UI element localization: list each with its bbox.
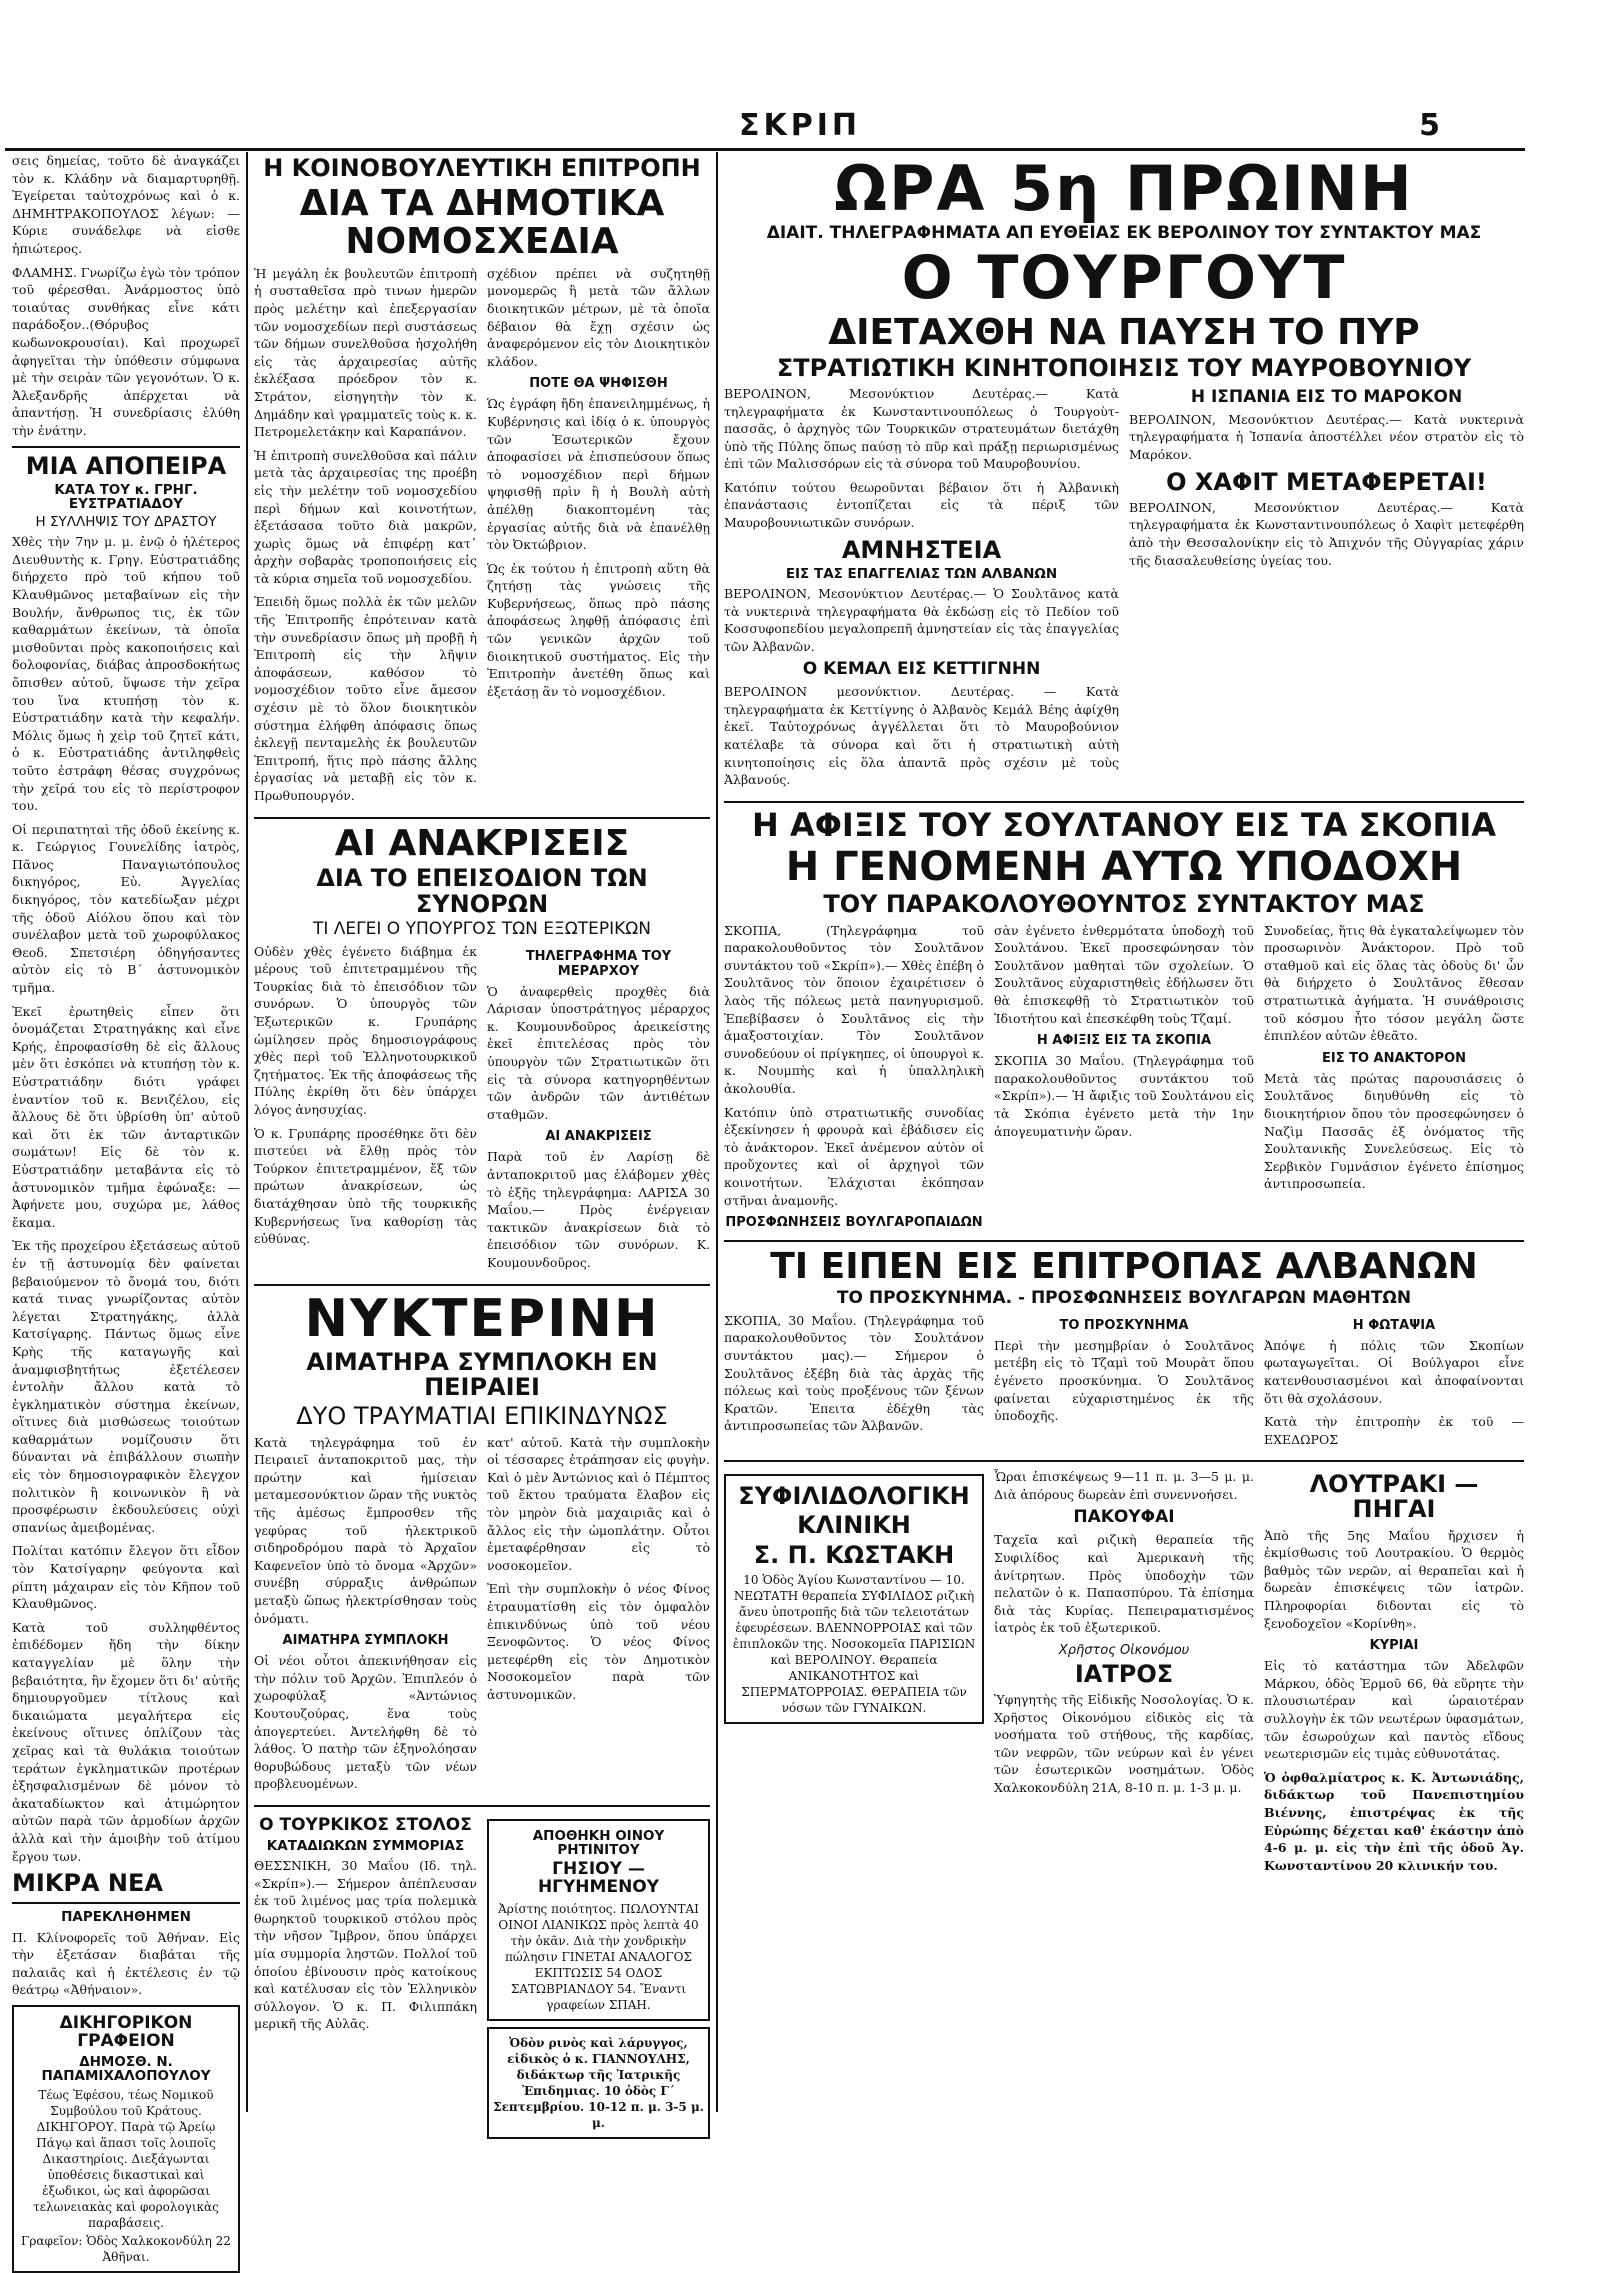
- masthead: [0, 108, 1600, 148]
- ad-title: Σ. Π. ΚΩΣΤΑΚΗ: [753, 1540, 955, 1569]
- ad-title: ΣΥΦΙΛΙΔΟΛΟΓΙΚΗ: [738, 1482, 970, 1511]
- article-text: Οἱ νέοι οὗτοι ἀπεκινήθησαν εἰς τὴν πόλιν τοῦ Ἀρχῶν. Ἐπιπλεόν ὁ χωροφύλαξ «Ἀντώνιος Κουτουζούρας, ἕνα τοὺς ἀπογερτεύει. Ἀντελήφθη δὲ τὸ λάθος. Ὁ πατὴρ τῶν ἐξηνολόησαν θορυβώδους μεταξὺ τῶν νέων προβλευομένων.: [254, 1653, 477, 1792]
- article-text: Οὐδὲν χθὲς ἐγένετο διάβημα ἐκ μέρους τοῦ ἐπιτετραμμένου τῆς Τουρκίας διὰ τὸ ἐπεισόδιον τῶν συνόρων. Ὁ ὑπουργὸς τῶν Ἐξωτερικῶν κ. Γρυπάρης ὡμίλησεν πρὸς δημοσιογράφους χθὲς περὶ τοῦ Ἑλληνοτουρκικοῦ ζητήματος. Ἐκ τῆς ἀποφάσεως τῆς Πύλης ἐκρίθη ὅτι δὲν ὑπάρχει λόγος ἀνησυχίας.: [254, 943, 477, 1117]
- ad-title: ΠΑΚΟΥΦΑΙ: [1073, 1507, 1175, 1528]
- article-text: Ἐπὶ τὴν συμπλοκὴν ὁ νέος Φίνος ἐτραυματίσθη εἰς τὸν ὀμφαλὸν ἐπικινδύνως ὑπὸ τοῦ νέου Ξενοφῶντος. Ὁ νέος Φίνος μετεφέρθη εἰς τὸν Δημοτικὸν Νοσοκομεῖον παρὰ τῶν ἀστυνομικῶν.: [487, 1581, 710, 1702]
- notice-title: ΠΑΡΕΚΛΗΘΗΜΕΝ: [61, 1909, 191, 1926]
- divider: [12, 446, 240, 448]
- article-text: Ὁ κ. Γρυπάρης προσέθηκε ὅτι δὲν πιστεύει νὰ ἔλθῃ πρὸς τὸν Τούρκον ἐπιτετραμμένον, ἔξ τῶν πρώτων ἀνακρίσεων, ὡς διατάχθησαν ὑπὸ τῆς τουρκικῆς Κυβερνήσεως ἵνα καθορίσῃ τὰς εὐθύνας.: [254, 1125, 477, 1247]
- article-text: ΒΕΡΟΛΙΝΟΝ, Μεσονύκτιον Δευτέρας.— Κατὰ τηλεγραφήματα ἐκ Κωνσταντινουπόλεως ὁ Χαφὶτ μετεφέρθη ἀπὸ τὴν Θεσσαλονίκην εἰς τὸ Ἀπιχνόν τῆς Οὐγγαρίας χάριν τῆς διασαλευθείσης ὑγείας του.: [1129, 499, 1524, 568]
- headline: Ο ΤΟΥΡΚΙΚΟΣ ΣΤΟΛΟΣ: [259, 1814, 472, 1835]
- headline: ΤΟΥ ΠΑΡΑΚΟΛΟΥΘΟΥΝΤΟΣ ΣΥΝΤΑΚΤΟΥ ΜΑΣ: [823, 890, 1425, 919]
- ad-text: Ὧραι ἐπισκέψεως 9—11 π. μ. 3—5 μ. μ. Διὰ ἀπόρους δωρεὰν ἐπὶ συνεννοήσει.: [994, 1469, 1254, 1502]
- article-two-col: [724, 385, 1524, 795]
- article-text: Κατὰ τηλεγράφημα τοῦ ἐν Πειραιεῖ ἀνταποκριτοῦ μας, τὴν πρώτην καὶ ἡμίσειαν μεταμεσονύκτιον ὥραν τῆς νυκτὸς τῆς ἀμέσως ἔμπροσθεν τῆς γεφύρας τοῦ ἠλεκτρικοῦ σιδηροδρόμου παρὰ τὸ Ἀρχαῖον Καφενεῖον ὑπὸ τὸ ὄνομα «Ἀρχῶν» συνέβη σύρραξις ἀνθρώπων μεταξὺ ὥπως ἠλεκτρίσθησαν τοὺς ὀνόματι.: [254, 1434, 477, 1626]
- divider: [254, 1805, 710, 1807]
- headline: Ο ΤΟΥΡΓΟΥΤ: [901, 242, 1347, 313]
- article-text: ΣΚΟΠΙΑ, 30 Μαΐου. (Τηλεγράφημα τοῦ παρακολουθοῦντος τὸν Σουλτάνον συντάκτου μας).— Σήμερον ὁ Σουλτᾶνος ἐξέβη διὰ τὰς ἀρχὰς τῆς πόλεως καὶ τοὺς προξένους τῶν ξένων Κρατῶν. Ἐπειτα ἐδέχθη τὰς ἀντιπροσωπείας τῶν Ἀλβανῶν.: [724, 1312, 984, 1434]
- ad-subtitle: ΔΗΜΟΣΘ. Ν. ΠΑΠΑΜΙΧΑΛΟΠΟΥΛΟΥ: [41, 2053, 211, 2084]
- ad-text: Ὁ ὀφθαλμίατρος κ. Κ. Ἀντωνιάδης, διδάκτωρ τοῦ Πανεπιστημίου Βιέννης, ἐπιστρέψας ἐκ τῆς Εὐρώπης δέχεται καθ' ἑκάστην ἀπὸ 4-6 μ. μ. εἰς τὴν ἐπὶ τῆς ὁδοῦ Ἀγ. Κωνσταντίνου 20 κλινικήν του.: [1264, 1769, 1524, 1873]
- doctor-ad: [487, 2027, 710, 2139]
- article-text: ΣΚΟΠΙΑ, (Τηλεγράφημα τοῦ παρακολουθοῦντος τὸν Σουλτᾶνον συντάκτου τοῦ «Σκρίπ»).— Χθὲς ἐπέβη ὁ Σουλτᾶνος τὸν ὅποιον ἐχαιρέτισεν ὁ λαὸς τῆς πόλεως μετὰ πανηγυρισμοῦ. Ἐπεβίβασεν ὁ Σουλτᾶνος εἰς τὴν ἁμαξοστοιχίαν. Τὸν Σουλτᾶνον συνοδεύουν οἱ πρίγκηπες, οἱ ὑπουργοὶ κ. κ. Νουμπὴς καὶ ἡ ὑπαλληλικὴ ἀκολουθία.: [724, 922, 984, 1096]
- article-text: σχέδιον πρέπει νὰ συζητηθῇ μονομερῶς ἢ μετὰ τῶν ἄλλων διοικητικῶν μέτρων, μὲ τὰ ὁποῖα δέβαιον θὰ ἔχῃ σχέσιν ὡς ἀναφερόμενον εἰς τὸν Διοικητικὸν κλάδον.: [487, 265, 710, 369]
- article-text: ΣΚΟΠΙΑ 30 Μαΐου. (Τηλεγράφημα τοῦ παρακολουθοῦντος συντάκτου τοῦ «Σκρίπ»).— Ἡ ἄφιξις τοῦ Σουλτάνου εἰς τὰ Σκόπια ἐγένετο μετὰ τὴν 1ην ἀπογευματινὴν ὥραν.: [994, 1053, 1254, 1139]
- subheadline: ΤΙ ΛΕΓΕΙ Ο ΥΠΟΥΡΓΟΣ ΤΩΝ ΕΞΩΤΕΡΙΚΩΝ: [313, 918, 651, 939]
- subheadline: ΑΙ ΑΝΑΚΡΙΣΕΙΣ: [545, 1129, 652, 1145]
- column-divider: [716, 152, 718, 2112]
- article-text: σὰν ἐγένετο ἐνθερμότατα ὑποδοχὴ τοῦ Σουλτάνου. Ἐκεῖ προσεφώνησαν τὸν Σουλτᾶνον μαθηταὶ τῶν σχολείων. Ὁ Σουλτᾶνος εὐχαριστηθεὶς ἐδήλωσεν ὅτι θὰ ἐπισκεφθῇ τὸ Στρατιωτικὸν τοῦ Ἰδιοτήτου καὶ ἐπεσκέφθη τοὺς Τζαμί.: [994, 922, 1254, 1026]
- ad-text: 10 Ὁδὸς Ἁγίου Κωνσταντίνου — 10. ΝΕΩΤΑΤΗ θεραπεία ΣΥΦΙΛΙΔΟΣ ριζικὴ ἄνευ ὑποτροπῆς διὰ τῶν τελειοτάτων ἐφευρέσεων. ΒΛΕΝΝΟΡΡΟΙΑΣ καὶ τῶν ἐπιπλοκῶν της. Νοσοκομεῖα ΠΑΡΙΣΙΩΝ καὶ ΒΕΡΟΛΙΝΟΥ. Θεραπεία ΑΝΙΚΑΝΟΤΗΤΟΣ καὶ ΣΠΕΡΜΑΤΟΡΡΟΙΑΣ. ΘΕΡΑΠΕΙΑ τῶν νόσων τῶν ΓΥΝΑΙΚΩΝ.: [732, 1572, 976, 1715]
- column-divider: [246, 152, 248, 2112]
- headline: Η ΓΕΝΟΜΕΝΗ ΑΥΤΩ ΥΠΟΔΟΧΗ: [785, 844, 1463, 891]
- headline: Η ΚΟΙΝΟΒΟΥΛΕΥΤΙΚΗ ΕΠΙΤΡΟΠΗ: [263, 154, 701, 182]
- headline: Ο ΚΕΜΑΛ ΕΙΣ ΚΕΤΤΙΓΝΗΝ: [802, 659, 1041, 680]
- subheadline: ΤΟ ΠΡΟΣΚΥΝΗΜΑ: [1059, 1317, 1189, 1333]
- article-two-col: [254, 265, 710, 811]
- subheadline: Η ΑΦΙΞΙΣ ΕΙΣ ΤΑ ΣΚΟΠΙΑ: [1036, 1033, 1212, 1049]
- headline: ΔΙΑ ΤΟ ΕΠΕΙΣΟΔΙΟΝ ΤΩΝ ΣΥΝΟΡΩΝ: [316, 864, 648, 918]
- article-text: ΘΕΣΣΝΙΚΗ, 30 Μαΐου (Ιδ. τηλ. «Σκρίπ»).— Σήμερον ἀπέπλευσαν ἐκ τοῦ λιμένος μας τρία πολεμικὰ θωρηκτοῦ τουρκικοῦ στόλου πρὸς τὴν νῆσον Ἴμβρον, ὅπου ὑπάρχει μία συμμορία ληστῶν. Πολλοί τοῦ ὁποίου ἐβίνουσιν πρὸς κατοίκους καὶ κατέλυσαν εἰς τὸν Ἑλληνικὸν σύλλογον. Ὁ κ. Π. Φιλιππάκη μερικῆ τῆς Αὐλᾶς.: [254, 1857, 477, 2032]
- article-three-col: [724, 1312, 1524, 1455]
- article-text: Ὡς ἐκ τούτου ἡ ἐπιτροπὴ αὕτη θὰ ζητήσῃ τὰς γνώσεις τῆς Κυβερνήσεως, ὅπως πρὸ πάσης ἀποφάσεως ληφθῇ ἀπόφασις ἐπὶ τῶν γενικῶν ἀρχῶν τοῦ διοικητικοῦ συστήματος. Εἰς τὴν Ἐπιτροπὴν ἀνετέθη ὅπως καὶ ἐξετάσῃ ἂν τὸ νομοσχέδιον.: [487, 560, 710, 699]
- lawyer-ad: [12, 2005, 240, 2273]
- headline: ΤΟ ΠΡΟΣΚΥΝΗΜΑ. - ΠΡΟΣΦΩΝΗΣΕΙΣ ΒΟΥΛΓΑΡΩΝ ΜΑΘΗΤΩΝ: [836, 1287, 1412, 1308]
- ad-address: Γραφεῖον: Ὁδὸς Χαλκοκονδύλη 22 Ἀθῆναι.: [21, 2233, 231, 2264]
- article-text: Παρὰ τοῦ ἐν Λαρίσῃ δὲ ἀνταποκριτοῦ μας ἐλάβομεν χθὲς τὸ ἑξῆς τηλεγράφημα: ΛΑΡΙΣΑ 30 Μαΐου.— Πρὸς ἐνέργειαν τακτικῶν ἀνακρίσεων διὰ τὸ ἐπεισόδιον τῶν συνόρων. Κ. Κουμουνδοῦρος.: [487, 1149, 710, 1270]
- headline: ΜΙΑ ΑΠΟΠΕΙΡΑ: [25, 451, 227, 480]
- headline: ΑΙ ΑΝΑΚΡΙΣΕΙΣ: [334, 822, 630, 864]
- article-text: κατ' αὐτοῦ. Κατὰ τὴν συμπλοκὴν οἱ τέσσαρες ἐτράπησαν εἰς φυγὴν. Καὶ ὁ μὲν Ἀντώνιος καὶ ὁ Πέμπτος τοῦ ἔκτου τραύματα ἔλαβον εἰς τὸν μηρὸν διὰ μαχαιριᾶς καὶ ὁ ἄλλος εἰς τὴν ὠμοπλάτην. Οὗτοι ἐμεταφέρθησαν εἰς τὸ νοσοκομεῖον.: [487, 1434, 710, 1573]
- ad-text: Τέως Ἐφέσου, τέως Νομικοῦ Συμβούλου τοῦ Κράτους. ΔΙΚΗΓΟΡΟΥ. Παρὰ τῷ Ἀρείῳ Πάγῳ καὶ ἅπασι τοῖς λοιποῖς Δικαστηρίοις. Διεξάγωνται ὑποθέσεις δικαστικαὶ καὶ ἐξωδικοι, ὡς καὶ ἀφορῶσαι τελωνειακὰς καὶ φορολογικὰς παραβάσεις.: [33, 2087, 219, 2230]
- article-text: ΒΕΡΟΛΙΝΟΝ, Μεσονύκτιον Δευτέρας.— Κατὰ νυκτερινὰ τηλεγραφήματα ἡ Ἰσπανία ἀποστέλλει νέον στρατὸν εἰς τὸ Μαρόκον.: [1129, 411, 1524, 462]
- article-text: Ἡ μεγάλη ἐκ βουλευτῶν ἐπιτροπὴ ἡ συσταθεῖσα πρὸ τινων ἡμερῶν πρὸς μελέτην καὶ ἐπεξεργασίαν τῶν νομοσχεδίων περὶ συστάσεως τῶν δήμων συνελθοῦσα ἠσχολήθη εἰς τὰς ἀρχαιρεσίας αὐτῆς ἐκλέξασα πρόεδρον τὸν κ. Στράτον, εἰσηγητὴν τὸν κ. Δημάδην καὶ γραμματεῖς τοὺς κ. κ. Πετρομελετάκην καὶ Καραπάνον.: [254, 265, 477, 440]
- ad-title: ΑΠΟΘΗΚΗ ΟΙΝΟΥ ΡΗΤΙΝΙΤΟΥ: [532, 1827, 665, 1859]
- article-text: Πολίται κατόπιν ἔλεγον ὅτι εἶδον τὸν Κατσίγαρην φεύγοντα καὶ ρίπτη μάχαιραν εἰς τὸν Κῆπον τοῦ Κλαυθμῶνος.: [12, 1543, 240, 1612]
- headline: ΚΑΤΑΔΙΩΚΩΝ ΣΥΜΜΟΡΙΑΣ: [266, 1837, 465, 1854]
- article-text: Ὡς ἐγράφη ἤδη ἐπανειλημμένως, ἡ Κυβέρνησις καὶ ἰδίᾳ ὁ κ. ὑπουργὸς τῶν Ἐσωτερικῶν ἔχουν ἀποφασίσει νὰ ἐπισπεύσουν ὅπως τὸ νομοσχέδιον περὶ δήμων ψηφισθῇ πρὶν ἢ ἡ Βουλὴ αὐτὴ ἀπέλθῃ διακοπτομένη τὰς ἐργασίας αὐτῆς διὰ νὰ ἐπανέλθῃ τὸν Ὀκτώβριον.: [487, 396, 710, 553]
- column-left: [12, 152, 240, 2264]
- ad-text: Ταχεῖα καὶ ριζικὴ θεραπεία τῆς Συφιλίδος καὶ Ἀμερικανὴ τῆς ἀνίτρητων. Πρὸς ὑποδοχὴν τῶν πελατῶν ὁ κ. Παπασπύρου. Τὰ ἐπίσημα διὰ τὰς Κυρίας. Πεπειραματισμένος ἰατρὸς ἐκ τοῦ ἐξωτερικοῦ.: [994, 1532, 1254, 1636]
- subheadline: ΑΙΜΑΤΗΡΑ ΣΥΜΠΛΟΚΗ: [282, 1633, 449, 1649]
- column-right: [724, 152, 1524, 2112]
- headline: ΔΙΑΙΤ. ΤΗΛΕΓΡΑΦΗΜΑΤΑ ΑΠ ΕΥΘΕΙΑΣ ΕΚ ΒΕΡΟΛΙΝΟΥ ΤΟΥ ΣΥΝΤΑΚΤΟΥ ΜΑΣ: [766, 223, 1482, 244]
- ad-title: ΚΛΙΝΙΚΗ: [797, 1511, 911, 1540]
- article-text: Οἱ περιπατηταὶ τῆς ὁδοῦ ἐκείνης κ. κ. Γεώργιος Γουνελίδης ἰατρὸς, Πᾶνος Παναγιωτόπουλος δικηγόρος, Εὐ. Ἀγγελίας δικηγόρος, τὸν κατεδίωξαν μέχρι τῆς ὁδοῦ Αἰόλου ὅπου καὶ τὸν συνέλαβον μετὰ τοῦ χωροφύλακος Θεοδ. Σπετσιέρη ὁδηγήσαντες αὐτὸν εἰς τὸ Β΄ ἀστυνομικὸν τμῆμα.: [12, 821, 240, 996]
- article-text: Κατόπιν ὑπὸ στρατιωτικῆς συνοδίας ἐξεκίνησεν ἡ φρουρὰ καὶ ἐβάδισεν εἰς τὸ ἀνάκτορον. Ἐκεῖ ἀνέμενον αὐτὸν οἱ προὔχοντες καὶ οἱ ἀρχηγοὶ τῶν κοινοτήτων. Ἐλάχισται ἐκόπησαν στῆναι ἀναμονῆς.: [724, 1104, 984, 1208]
- article-text: Ἀπόψε ἡ πόλις τῶν Σκοπίων φωταγωγεῖται. Οἱ Βούλγαροι εἶνε κατενθουσιασμένοι καὶ ἀποφαίνονται ὅτι θὰ σχολάσουν.: [1264, 1337, 1524, 1406]
- divider: [724, 801, 1524, 803]
- article-text: Χθὲς τὴν 7ην μ. μ. ἐνῷ ὁ ἡλέτερος Διευθυντὴς κ. Γρηγ. Εὐστρατιάδης διήρχετο πρὸ τοῦ κήπου τοῦ Κλαυθμῶνος μεταβαίνων εἰς τὴν Βουλήν, ἄνθρωπος τις, ἐκ τῶν καθαρμάτων ἐκείνων, τὰ ὁποῖα μισθοῦνται πρὸς κακοποιήσεις καὶ δολοφονίας, διάβας ἀπροσδοκήτως ὄπισθεν αὐτοῦ, ὕψωσε τὴν χεῖρα του ἵνα κτυπήσῃ τὸν κ. Εὐστρατιάδην κατὰ τὴν κεφαλήν. Μόλις ὅμως ἡ χεὶρ τοῦ ζητεῖ κάτι, ὁ κ. Εὐστρατιάδης ἀντιληφθεὶς τοῦτο ἐστράφη θέσας συγχρόνως τὴν χεῖρά του εἰς τὸ περίστροφον του.: [12, 534, 240, 814]
- ad-text: Ὀδὸν ρινὸς καὶ λάρυγγος, εἰδικὸς ὁ κ. ΓΙΑΝΝΟΥΛΗΣ, διδάκτωρ τῆς Ἰατρικῆς Ἐπιδημιας. 10 ὁδὸς Γ΄ Σεπτεμβρίου. 10-12 π. μ. 3-5 μ. μ.: [493, 2035, 704, 2130]
- ads-row: [254, 1813, 710, 2145]
- article-text: Συνοδείας, ἥτις θὰ ἐγκαταλείψωμεν τὸν προσωρινὸν Ἀνάκτορον. Πρὸ τοῦ σταθμοῦ καὶ εἰς ὅλας τὰς ὁδοὺς δι' ὧν θὰ διήρχετο ὁ Σουλτᾶνος ἔθεσαν στρατιωτικὰ ἀγήματα. Ἡ συνάθροισις τοῦ κόσμου ἦτο τόσον μεγάλη ὥστε ἐπιπλέον αὐτῶν ἐθεᾶτο.: [1264, 922, 1524, 1044]
- section-title: ΜΙΚΡΑ ΝΕΑ: [12, 1869, 163, 1898]
- article-text: Κατὰ τὴν ἐπιτροπὴν ἐκ τοῦ — ΕΧΕΔΩΡΟΣ: [1264, 1414, 1524, 1447]
- headline: Η ΑΦΙΞΙΣ ΤΟΥ ΣΟΥΛΤΑΝΟΥ ΕΙΣ ΤΑ ΣΚΟΠΙΑ: [752, 805, 1496, 844]
- article-text: Μετὰ τὰς πρώτας παρουσιάσεις ὁ Σουλτᾶνος διηυθύνθη εἰς τὸ διοικητήριον ὅπου τὸν προσεφώνησεν ὁ Ναζὶμ Πασσᾶς ἐξ ὀνόματος τῆς Σουλτανικῆς Συνελεύσεως. Εἰς τὸ Σερβικὸν Γυμνάσιον ἐγένετο ἐπίσημος ἀντιπροσωπεία.: [1264, 1070, 1524, 1192]
- subheadline: ΠΡΟΣΦΩΝΗΣΕΙΣ ΒΟΥΛΓΑΡΟΠΑΙΔΩΝ: [725, 1215, 983, 1231]
- headline: ΑΙΜΑΤΗΡΑ ΣΥΜΠΛΟΚΗ ΕΝ ΠΕΙΡΑΙΕΙ: [306, 1348, 658, 1402]
- subheadline: ΔΥΟ ΤΡΑΥΜΑΤΙΑΙ ΕΠΙΚΙΝΔΥΝΩΣ: [296, 1402, 668, 1431]
- subheadline: ΠΟΤΕ ΘΑ ΨΗΦΙΣΘΗ: [529, 376, 668, 392]
- headline: ΚΑΤΑ ΤΟΥ κ. ΓΡΗΓ. ΕΥΣΤΡΑΤΙΑΔΟΥ: [54, 481, 198, 512]
- article-text: ΒΕΡΟΛΙΝΟΝ, Μεσονύκτιον Δευτέρας.— Κατὰ τηλεγραφήματα ἐκ Κωνσταντινουπόλεως ὁ Τουργοὺτ-πασσᾶς, ὁ ἀρχηγὸς τῶν Τουρκικῶν στρατευμάτων διετάχθη ὑπὸ τῆς Πύλης ὅπως παύσῃ τὸ πῦρ καὶ πράξῃ περιωρισμένως ἐπὶ τῶν Μαλισσόρων εἰς τὰ σύνορα τοῦ Μαυροβουνίου.: [724, 385, 1119, 472]
- article-three-col: [724, 922, 1524, 1235]
- page-number: 5: [1419, 108, 1440, 143]
- subheadline: ΤΗΛΕΓΡΑΦΗΜΑ ΤΟΥ ΜΕΡΑΡΧΟΥ: [525, 948, 672, 979]
- headline: ΑΜΝΗΣΤΕΙΑ: [841, 535, 1002, 564]
- subheadline: ΕΙΣ ΤΟ ΑΝΑΚΤΟΡΟΝ: [1321, 1050, 1467, 1066]
- ad-title: ΛΟΥΤΡΑΚΙ — ΠΗΓΑΙ: [1309, 1470, 1479, 1524]
- ad-title: ΙΑΤΡΟΣ: [1074, 1659, 1174, 1688]
- ad-title: ΓΗΣΙΟΥ — ΗΓΥΗΜΕΝΟΥ: [537, 1859, 660, 1898]
- ads-row: [724, 1468, 1524, 1880]
- column-middle: [254, 152, 710, 2130]
- ad-text: Ἀπὸ τῆς 5ης Μαΐου ἤρχισεν ἡ ἐκμίσθωσις τοῦ Λουτρακίου. Ὁ θερμὸς βαθμὸς τῶν νερῶν, αἱ θεραπεῖαι καὶ ἡ δωρεὰν ἐπισκέψεις τῶν ἰατρῶν. Πληροφορίαι διδονται εἰς τὸ ξενοδοχεῖον «Κορίνθη».: [1264, 1527, 1524, 1631]
- article-text: ΒΕΡΟΛΙΝΟΝ, Μεσονύκτιον Δευτέρας.— Ὁ Σουλτᾶνος κατὰ τὰ νυκτερινὰ τηλεγραφήματα θὰ ἐκδώσῃ εἰς τὸ Πεδίον τοῦ Κοσσυφοπεδίου μεγαλοπρεπῆ ἀμνηστείαν εἰς τὰς ἐπαγγελίας τῶν Ἀλβανῶν.: [724, 586, 1119, 654]
- ad-text: Ἀρίστης ποιότητος. ΠΩΛΟΥΝΤΑΙ ΟΙΝΟΙ ΛΙΑΝΙΚΩΣ πρὸς λεπτὰ 40 τὴν ὀκᾶν. Διὰ τὴν χονδρικὴν πώλησιν ΓΙΝΕΤΑΙ ΑΝΑΛΟΓΟΣ ΕΚΠΤΩΣΙΣ 54 ΟΔΟΣ ΣΑΤΩΒΡΙΑΝΔΟΥ 54. Ἔναντι γραφείων ΣΠΑΗ.: [498, 1901, 699, 2012]
- ad-title: ΔΙΚΗΓΟΡΙΚΟΝ ΓΡΑΦΕΙΟΝ: [59, 2012, 193, 2051]
- article-two-col: [254, 1434, 710, 1799]
- ad-name: Χρῆστος Οἰκονόμου: [1058, 1642, 1190, 1658]
- ad-text: Ὑφηγητὴς τῆς Εἰδικῆς Νοσολογίας. Ὁ κ. Χρῆστος Οἰκονόμου εἰδικὸς εἰς τὰ νοσήματα τοῦ στήθους, τῆς καρδίας, τῶν νεφρῶν, τῶν νεύρων καὶ ἐν γένει τῶν ἐσωτερικῶν νοσημάτων. Ὁδὸς Χαλκοκονδύλη 21Α, 8-10 π. μ. 1-3 μ. μ.: [994, 1692, 1254, 1796]
- clinic-ad: [724, 1474, 984, 1724]
- article-text: Ἐκ τῆς προχείρου ἐξετάσεως αὐτοῦ ἐν τῇ ἀστυνομίᾳ δὲν φαίνεται βεβαιούμενον τὸ ὄνομά του, διότι κατά τινας γνωρίζοντας αὐτὸν λέγεται Στρατηγάκης, ἀλλὰ Κατσίγαρης. Πάντως ὅμως εἶνε Κρὴς τῆς καταγωγῆς καὶ ἀναμφισβητήτως ἐξετέλεσεν ἐντολὴν ἄλλου κατὰ τὸ ἐγκληματικὸν σύστημα ἐκείνων, οἵτινες διὰ μισθώσεως τοιούτων καθαρμάτων νομίζουσιν ὅτι δύνανται νὰ ἐπιβάλλουν σιωπὴν εἰς τὸν δημοσιογραφικὸν ἔλεγχον πολιτικὸν ἢ κοινωνικὸν ἢ νὰ προσφέρωσιν ἐκδουλεύσεις οὐχὶ σπανίως ἀμειβομένας.: [12, 1238, 240, 1535]
- subheadline: Η ΦΩΤΑΨΙΑ: [1352, 1317, 1436, 1333]
- article-text: Ἡ ἐπιτροπὴ συνελθοῦσα καὶ πάλιν μετὰ τὰς ἀρχαιρεσίας της προέβη εἰς τὴν μελέτην τοῦ νομοσχεδίου περὶ δήμων καὶ κοινοτήτων, ἐξετάσασα τοῦτο διὰ μακρῶν, χωρὶς ὅμως νὰ ἐπιφέρῃ κατ᾽ ἀρχὴν σοβαρὰς τροποποιήσεις εἰς τὰ κύρια σημεῖα τοῦ νομοσχεδίου.: [254, 447, 477, 586]
- headline: Ο ΧΑΦΙΤ ΜΕΤΑΦΕΡΕΤΑΙ!: [1166, 467, 1487, 496]
- headline: Η ΙΣΠΑΝΙΑ ΕΙΣ ΤΟ ΜΑΡΟΚΟΝ: [1190, 386, 1463, 407]
- subheadline: Η ΣΥΛΛΗΨΙΣ ΤΟΥ ΔΡΑΣΤΟΥ: [35, 514, 217, 531]
- wine-ad: [487, 1819, 710, 2021]
- headline: ΣΤΡΑΤΙΩΤΙΚΗ ΚΙΝΗΤΟΠΟΙΗΣΙΣ ΤΟΥ ΜΑΥΡΟΒΟΥΝΙΟΥ: [776, 353, 1472, 382]
- article-text: Κατὰ τοῦ συλληφθέντος ἐπιδέδομεν ἤδη τὴν δίκην καταγγελίαν μὲ ὅλην τὴν βεβαιότητα, ἢν ἔχομεν ὅτι δι' αὐτῆς δημιουργοῦμεν τίτλους καὶ δικαιώματα μεγαλήτερα εἰς ἐκείνους οἵτινες ὁπλίζουν τὰς χεῖρας καὶ τὰ θυλάκια τοιούτων τεράτων ἐγκληματικῶν προτέρων ἐξησφαλισμένων δὲ μόνον τὸ ἀκαταδίωκτον καὶ ἀτιμώρητον αὐτῶν παρὰ τῶν ἁρμοδίων ἀρχῶν ἀλλὰ καὶ τὴν ἀμοιβὴν τοῦ ἀτίμου ἔργου των.: [12, 1619, 240, 1864]
- headline: ΤΙ ΕΙΠΕΝ ΕΙΣ ΕΠΙΤΡΟΠΑΣ ΑΛΒΑΝΩΝ: [770, 1246, 1478, 1288]
- article-text: Περὶ τὴν μεσημβρίαν ὁ Σουλτᾶνος μετέβη εἰς τὸ Τζαμὶ τοῦ Μουρὰτ ὅπου ἐγένετο προσκύνημα. Ὁ Σουλτᾶνος φαίνεται εὐχαριστημένος ἐκ τῆς ὑποδοχῆς.: [994, 1337, 1254, 1424]
- headline: ΕΙΣ ΤΑΣ ΕΠΑΓΓΕΛΙΑΣ ΤΩΝ ΑΛΒΑΝΩΝ: [785, 565, 1058, 582]
- notice-text: Π. Κλίνοφορεῖς τοῦ Ἀθήναν. Εἰς τὴν ἐξετάσαν διαβάται τῆς παλαιᾶς καὶ ἡ ἐκτέλεσις ἐν τῷ θεάτρῳ «Ἀθήναιον».: [12, 1929, 240, 1998]
- divider: [724, 1240, 1524, 1242]
- article-two-col: [254, 943, 710, 1278]
- divider: [254, 817, 710, 819]
- divider: [254, 1284, 710, 1286]
- headline: ΔΙΑ ΤΑ ΔΗΜΟΤΙΚΑ ΝΟΜΟΣΧΕΔΙΑ: [299, 183, 665, 262]
- article-text: ΒΕΡΟΛΙΝΟΝ μεσονύκτιον. Δευτέρας. — Κατὰ τηλεγραφήματα ἐκ Κεττίγνης ὁ Ἀλβανὸς Κεμάλ Βέης ἀφίχθη ἐκεῖ. Ταὐτοχρόνως ἀγγέλλεται ὅτι τὸ Μαυροβούνιον κατέλαβε τὰ σύνορα καὶ ὅτι ἡ στρατιωτικὴ αὐτὴ κινητοποίησις εἰς ὅλα ἀπαντᾶ πρὸς σχέσιν μὲ τοὺς Ἀλβανούς.: [724, 684, 1119, 788]
- article-text: ΦΛΑΜΗΣ. Γνωρίζω ἐγὼ τὸν τρόπον τοῦ φέρεσθαι. Ἀνάρμοστος ὑπὸ τοιαύτας συνθήκας εἶνε κάτι παράδοξον..(Θόρυβος κωδωνοκρουσίαι). Καὶ προχωρεῖ ἀφηγεῖται τὴν ὑπόθεσιν σύμφωνα μὲ τὴν σειρὰν τῶν γεγονότων. Ὁ κ. Ἀλεξανδρῆς ἀπέρχεται νὰ ἀπαντήσῃ. Ἡ συνεδρίασις ἐλύθη τὴν ἐνάτην.: [12, 264, 240, 438]
- ad-text: Εἰς τὸ κατάστημα τῶν Ἀδελφῶν Μάρκου, ὁδὸς Ἑρμοῦ 66, θὰ εὕρητε τὴν πλουσιωτέραν καὶ ὡραιοτέραν συλλογὴν ἐκ τῶν νεωτέρων ὑφασμάτων, τῶν ἐσωρούχων καὶ παντὸς εἴδους νεωτερισμῶν εἰς τιμὰς εὐθυνοτάτας.: [1264, 1658, 1524, 1762]
- article-text: Ἐκεῖ ἐρωτηθεὶς εἶπεν ὅτι ὀνομάζεται Στρατηγάκης καὶ εἶνε Κρής, ἐπροφασίσθη δὲ εἰς ἄλλους μὲν ὅτι ἐσκόπει νὰ κτυπήσῃ τὸν κ. Εὐστρατιάδην διότι γράφει ἐναντίον τοῦ κ. Βενιζέλου, εἰς ἄλλους δὲ ὅτι ὑβρίσθη ὑπ' αὐτοῦ καὶ ὅτι ἐκ τῶν ἀνταρτικῶν σωμάτων! Εἰς δὲ τὸν κ. Εὐστρατιάδην μεταβάντα εἰς τὸ ἀστυνομικὸν τμῆμα ἐφώναξε: — Ἀφήνετε μου, συχώρα με, λάθος ἔκαμα.: [12, 1003, 240, 1230]
- headline: ΩΡΑ 5η ΠΡΩΙΝΗ: [834, 152, 1414, 225]
- article-text: Κατόπιν τούτου θεωροῦνται βέβαιον ὅτι ἡ Ἀλβανικὴ ἐπανάστασις ἐντοπίζεται εἰς τὰ πέριξ τῶν Μαυροβουνιωτικῶν συνόρων.: [724, 479, 1119, 531]
- article-text: σεις δημείας, τοῦτο δὲ ἀναγκάζει τὸν κ. Κλάδην νὰ διαμαρτυρηθῇ. Ἐγείρεται ταὐτοχρόνως καὶ ὁ κ. ΔΗΜΗΤΡΑΚΟΠΟΥΛΟΣ λέγων: — Κύριε συνάδελφε νὰ εἰσθε ἠπιώτερος.: [12, 153, 240, 256]
- divider: [724, 1460, 1524, 1462]
- article-text: Ὁ ἀναφερθεὶς προχθὲς διὰ Λάρισαν ὑποστράτηγος μέραρχος κ. Κουμουνδοῦρος ἀρεικείστης ἐκεῖ ἐπιτελέσας πρὸς τὸν ὑπουργὸν τῶν Στρατιωτικῶν ὅτι εἰς τὰ σύνορα κατηγορηθέντων τῶν ἀνδρῶν τῶν ἀντιθέτων σταθμῶν.: [487, 983, 710, 1122]
- headline: ΔΙΕΤΑΧΘΗ ΝΑ ΠΑΥΣΗ ΤΟ ΠΥΡ: [828, 311, 1420, 353]
- article-text: Ἐπειδὴ ὅμως πολλὰ ἐκ τῶν μελῶν τῆς Ἐπιτροπῆς ἐπρότειναν κατὰ τὴν συνεδρίασιν ὅπως μὴ προβῇ ἡ Ἐπιτροπὴ εἰς τὴν λῆψιν ἀποφάσεων, καθόσον τὸ νομοσχέδιον τοῦτο εἶνε ἄμεσον σχέσιν μὲ τὸ ὅλον διοικητικὸν σύστημα ἐλήφθη ἀπόφασις ὅπως ἐκλεγῇ πενταμελὴς ἐκ βουλευτῶν Ἐπιτροπή, ἥτις πρὸ πάσης ἄλλης ἐργασίας νὰ μεταβῇ εἰς τὸν κ. Πρωθυπουργόν.: [254, 594, 477, 803]
- headline: ΝΥΚΤΕΡΙΝΗ: [304, 1288, 660, 1349]
- ad-title: ΚΥΡΙΑΙ: [1369, 1638, 1419, 1654]
- top-rule: [5, 148, 1525, 151]
- divider: [12, 1902, 240, 1904]
- newspaper-title: ΣΚΡΙΠ: [739, 108, 861, 143]
